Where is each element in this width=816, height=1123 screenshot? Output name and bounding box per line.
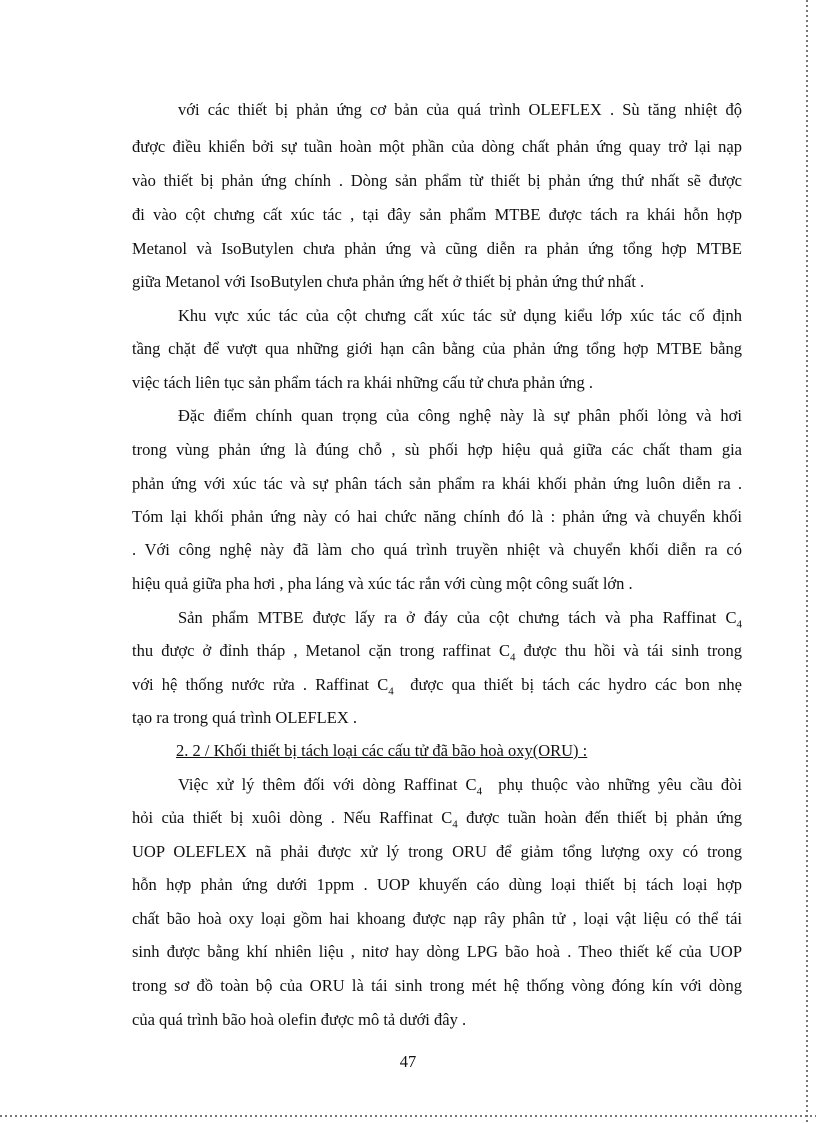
- page-edge-right: [806, 0, 808, 1123]
- text-line: UOP OLEFLEX nã phải được xử lý trong ORU để giảm tổng lượng oxy có trong: [132, 842, 742, 861]
- text-line: . Với công nghệ này đã làm cho quá trình truyền nhiệt và chuyển khối diễn ra có: [132, 540, 742, 559]
- text-line: vào thiết bị phản ứng chính . Dòng sản phẩm từ thiết bị phản ứng thứ nhất sẽ được: [132, 171, 742, 190]
- text-line: giữa Metanol với IsoButylen chưa phản ứng hết ở thiết bị phản ứng thứ nhất .: [132, 272, 645, 291]
- text-line: với hệ thống nước rửa . Raffinat $C_4$ được qua thiết bị tách các hydro các bon nhẹ: [132, 675, 742, 698]
- text-line: đi vào cột chưng cất xúc tác , tại đây sản phẩm MTBE được tách ra khái hỗn hợp: [132, 205, 742, 224]
- text-line: chất bão hoà oxy loại gồm hai khoang được nạp rây phân tử , loại vật liệu có thể tái: [132, 909, 742, 928]
- text-line: tầng chặt để vượt qua những giới hạn cân bằng của phản ứng tổng hợp MTBE bằng: [132, 339, 742, 358]
- text-line: tạo ra trong quá trình OLEFLEX .: [132, 708, 357, 727]
- text-line: việc tách liên tục sản phẩm tách ra khái những cấu tử chưa phản ứng .: [132, 373, 593, 392]
- text-line: hiệu quả giữa pha hơi , pha láng và xúc tác rắn với cùng một công suất lớn .: [132, 574, 633, 593]
- text-line: hỗn hợp phản ứng dưới 1ppm . UOP khuyến cáo dùng loại thiết bị tách loại hợp: [132, 875, 742, 894]
- text-line: Metanol và IsoButylen chưa phản ứng và cũng diễn ra phản ứng tổng hợp MTBE: [132, 239, 742, 258]
- text-line: của quá trình bão hoà olefin được mô tả dưới đây .: [132, 1010, 467, 1029]
- text-line: được điều khiển bởi sự tuần hoàn một phần của dòng chất phản ứng quay trở lại nạp: [132, 137, 742, 156]
- page-number: 47: [399, 1052, 417, 1071]
- text-line: Khu vực xúc tác của cột chưng cất xúc tác sử dụng kiểu lớp xúc tác cố định: [178, 306, 742, 325]
- text-line: Sản phẩm MTBE được lấy ra ở đáy của cột chưng tách và pha Raffinat $C_4$: [178, 608, 742, 631]
- text-line: thu được ở đỉnh tháp , Metanol cặn trong raffinat $C_4$ được thu hồi và tái sinh trong: [132, 641, 743, 664]
- text-line: Tóm lại khối phản ứng này có hai chức năng chính đó là : phản ứng và chuyển khối: [132, 507, 742, 526]
- page-edge-bottom: [0, 1115, 816, 1117]
- text-line: Việc xử lý thêm đối với dòng Raffinat $C_4$ phụ thuộc vào những yêu cầu đòi: [178, 775, 743, 798]
- text-line: phản ứng với xúc tác và sự phân tách sản phẩm ra khái khối phản ứng luôn diễn ra .: [132, 474, 742, 493]
- text-line: sinh được bằng khí nhiên liệu , nitơ hay dòng LPG bão hoà . Theo thiết kế của UOP: [132, 942, 742, 961]
- section-heading: 2. 2 / Khối thiết bị tách loại các cấu tử đã bão hoà oxy(ORU) :: [176, 741, 588, 760]
- text-line: với các thiết bị phản ứng cơ bản của quá trình OLEFLEX . Sù tăng nhiệt độ: [178, 100, 742, 119]
- text-line: hỏi của thiết bị xuôi dòng . Nếu Raffinat $C_4$ được tuần hoàn đến thiết bị phản ứng: [132, 808, 742, 831]
- text-line: trong sơ đồ toàn bộ của ORU là tái sinh trong mét hệ thống vòng đóng kín với dòng: [132, 976, 742, 995]
- text-line: Đặc điểm chính quan trọng của công nghệ này là sự phân phối lỏng và hơi: [178, 406, 742, 425]
- text-line: trong vùng phản ứng là đúng chỗ , sù phối hợp hiệu quả giữa các chất tham gia: [132, 440, 742, 459]
